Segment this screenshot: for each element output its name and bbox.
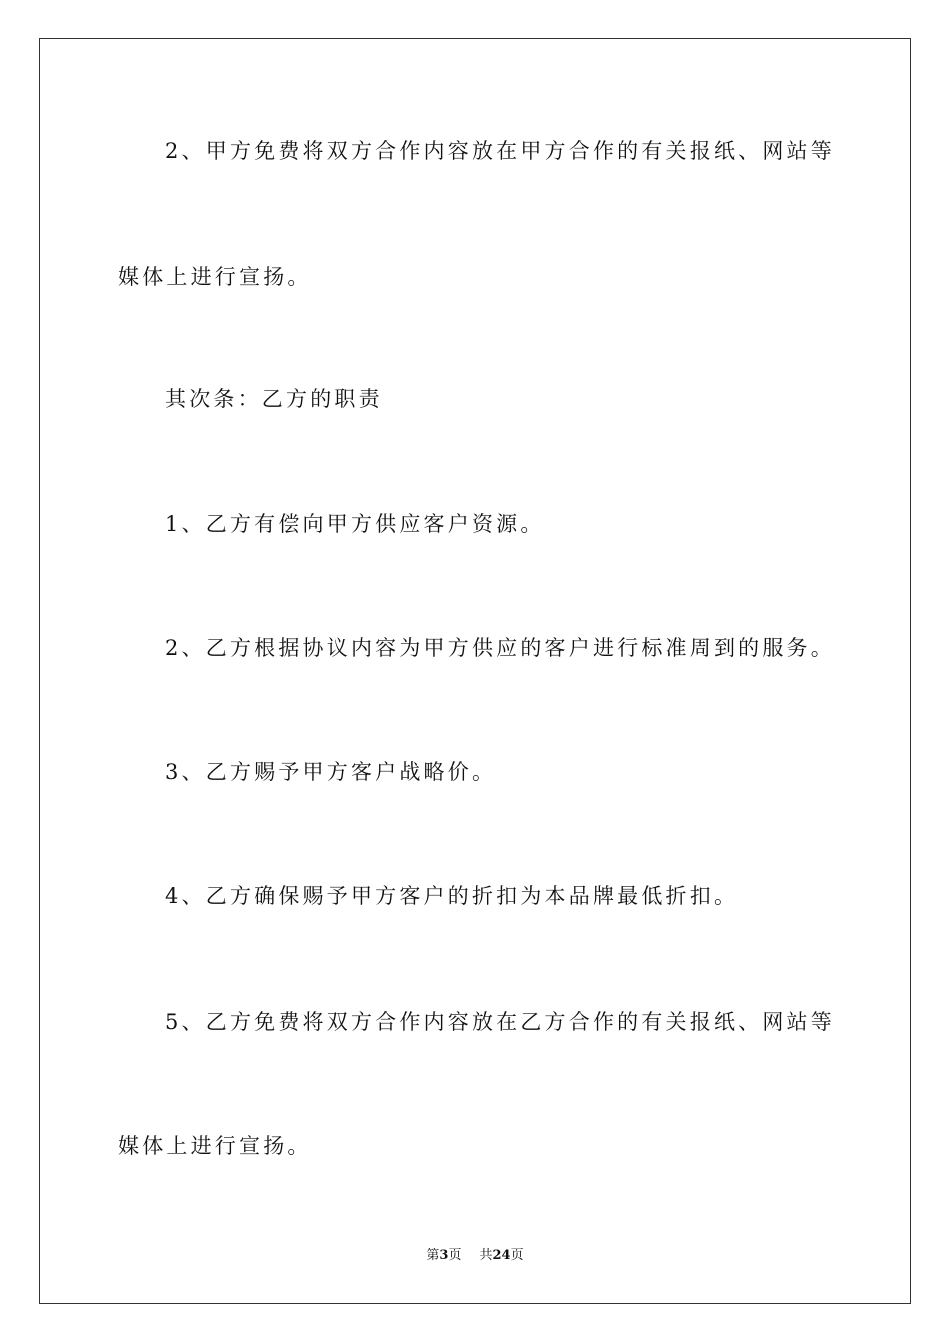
paragraph-line: 媒体上进行宣扬。 [118, 265, 312, 289]
page-suffix: 页 [448, 1248, 462, 1263]
total-prefix: 共 [479, 1248, 493, 1263]
total-pages-number: 24 [492, 1248, 511, 1263]
paragraph-line: 2、甲方免费将双方合作内容放在甲方合作的有关报纸、网站等 [165, 139, 835, 163]
page-prefix: 第 [426, 1248, 440, 1263]
current-page-number: 3 [439, 1248, 449, 1263]
total-suffix: 页 [510, 1248, 524, 1263]
paragraph-line: 媒体上进行宣扬。 [118, 1134, 312, 1158]
page-border [39, 38, 911, 1304]
paragraph-line: 2、乙方根据协议内容为甲方供应的客户进行标准周到的服务。 [165, 636, 835, 660]
paragraph-line: 5、乙方免费将双方合作内容放在乙方合作的有关报纸、网站等 [165, 1010, 835, 1034]
paragraph-line: 4、乙方确保赐予甲方客户的折扣为本品牌最低折扣。 [165, 884, 739, 908]
page-footer [0, 1246, 950, 1266]
paragraph-line: 1、乙方有偿向甲方供应客户资源。 [165, 512, 545, 536]
paragraph-line: 3、乙方赐予甲方客户战略价。 [165, 760, 497, 784]
section-heading: 其次条：乙方的职责 [165, 387, 383, 411]
